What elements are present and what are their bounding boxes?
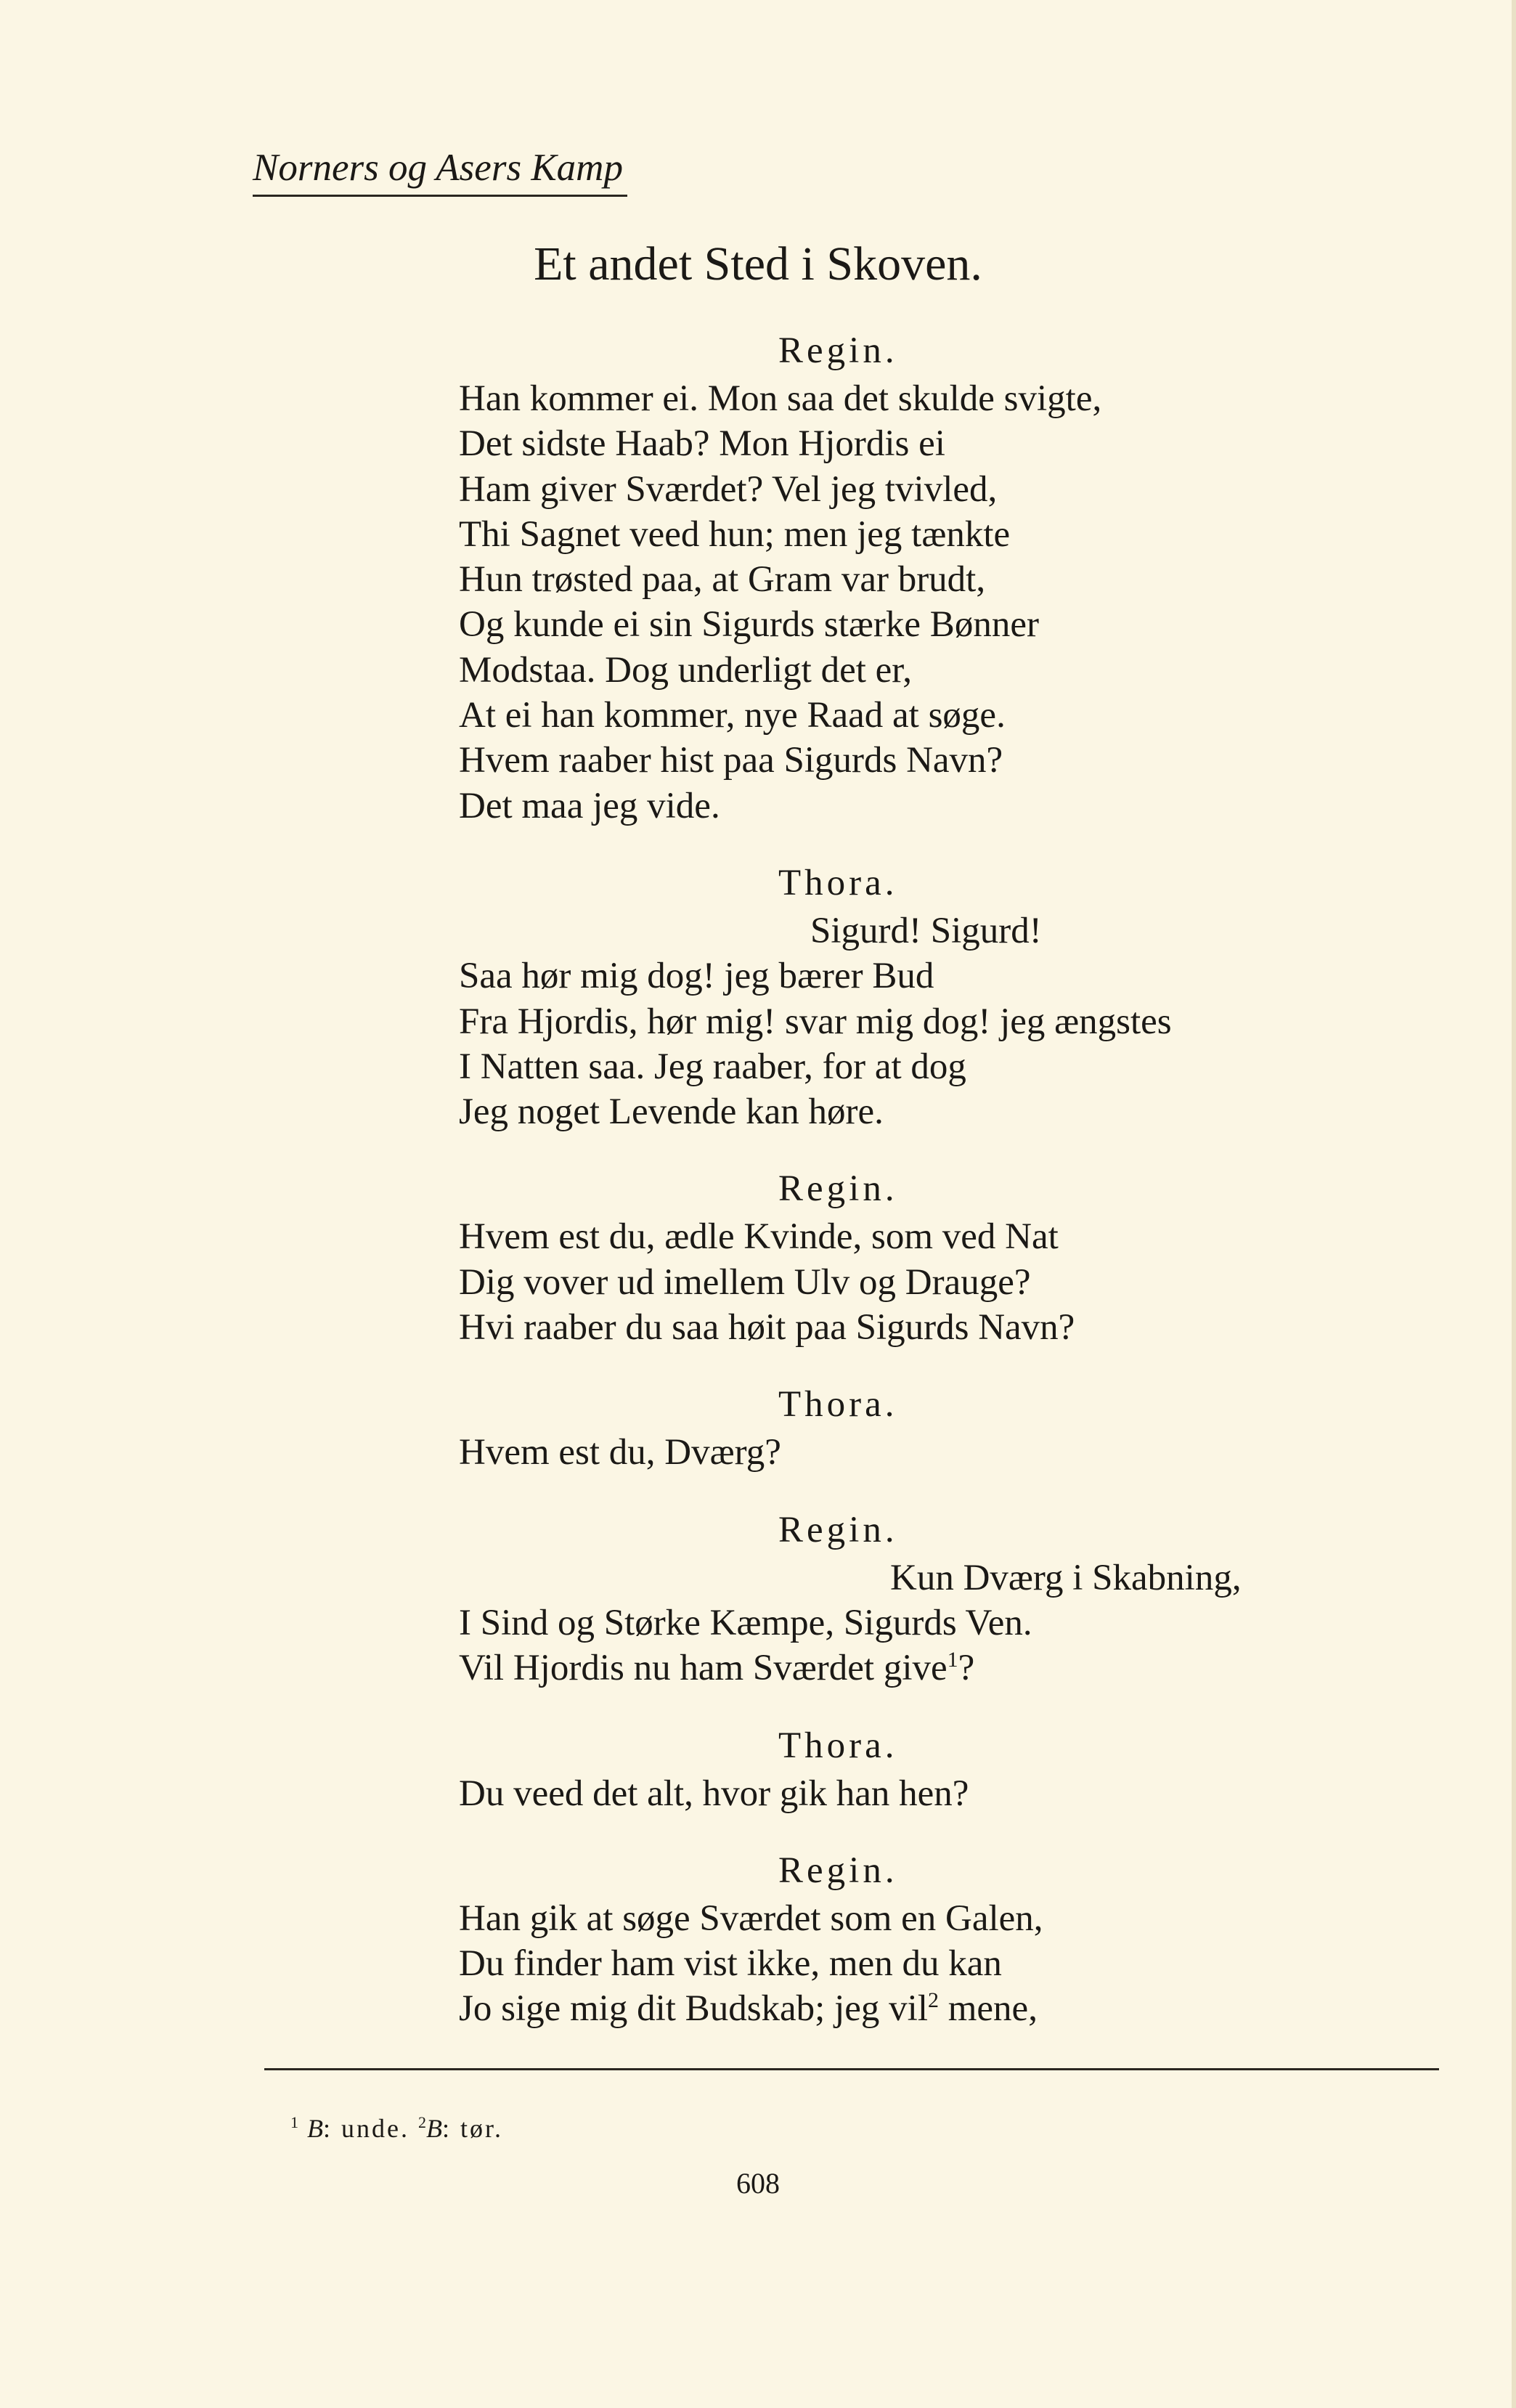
- page-number: 608: [736, 2167, 780, 2200]
- scene-title: Et andet Sted i Skoven.: [534, 237, 982, 290]
- footnote-number: 2: [417, 2113, 426, 2131]
- verse-line: Modstaa. Dog underligt det er,: [459, 649, 912, 691]
- verse-line: I Sind og Størke Kæmpe, Sigurds Ven.: [459, 1602, 1032, 1643]
- footnote-number: 1: [290, 2113, 298, 2131]
- footnote-marker: 1: [947, 1648, 958, 1672]
- footnote-source: B: [307, 2114, 323, 2143]
- verse-line: Det sidste Haab? Mon Hjordis ei: [459, 423, 945, 465]
- verse-line: At ei han kommer, nye Raad at søge.: [459, 695, 1006, 736]
- running-head: Norners og Asers Kamp: [253, 142, 627, 197]
- footnote-marker: 2: [928, 1988, 939, 2013]
- footnote-text: : tør.: [441, 2114, 503, 2143]
- verse-line: Ham giver Sværdet? Vel jeg tvivled,: [459, 468, 998, 510]
- speaker-name: Thora.: [778, 1384, 898, 1425]
- verse-line-continued: Kun Dværg i Skabning,: [890, 1557, 1242, 1598]
- verse-text: Vil Hjordis nu ham Sværdet give: [459, 1648, 948, 1689]
- verse-text: ?: [958, 1648, 975, 1689]
- verse-line-continued: Sigurd! Sigurd!: [810, 910, 1042, 951]
- verse-line: [459, 1986, 1403, 2031]
- verse-text: mene,: [939, 1988, 1038, 2030]
- page-edge: [1512, 0, 1516, 2408]
- verse-line: Han kommer ei. Mon saa det skulde svigte,: [459, 378, 1102, 419]
- footnote-source: B: [425, 2114, 442, 2143]
- dialogue-block: [459, 328, 1403, 2032]
- speaker-name: Regin.: [778, 1509, 898, 1550]
- verse-line: Dig vover ud imellem Ulv og Drauge?: [459, 1261, 1031, 1303]
- footnote-divider: [264, 2068, 1439, 2070]
- verse-line: Han gik at søge Sværdet som en Galen,: [459, 1897, 1043, 1939]
- speaker-name: Regin.: [778, 1168, 898, 1210]
- verse-line: Du finder ham vist ikke, men du kan: [459, 1943, 1002, 1985]
- verse-line: [459, 1646, 1403, 1691]
- verse-line: Du veed det alt, hvor gik han hen?: [459, 1773, 969, 1814]
- verse-text: Jo sige mig dit Budskab; jeg vil: [459, 1988, 928, 2030]
- verse-line: I Natten saa. Jeg raaber, for at dog: [459, 1046, 966, 1087]
- verse-line: Fra Hjordis, hør mig! svar mig dog! jeg ængstes: [459, 1001, 1172, 1042]
- verse-line: Hvi raaber du saa høit paa Sigurds Navn?: [459, 1307, 1075, 1349]
- speaker-name: Regin.: [778, 1850, 898, 1891]
- verse-line: Jeg noget Levende kan høre.: [459, 1091, 884, 1133]
- verse-line: Saa hør mig dog! jeg bærer Bud: [459, 956, 934, 997]
- verse-line: Hvem est du, ædle Kvinde, som ved Nat: [459, 1216, 1059, 1258]
- verse-line: Thi Sagnet veed hun; men jeg tænkte: [459, 513, 1011, 555]
- footnote-text: : unde.: [323, 2114, 409, 2143]
- verse-line: Og kunde ei sin Sigurds stærke Bønner: [459, 604, 1039, 646]
- speaker-name: Thora.: [778, 862, 898, 903]
- speaker-name: Regin.: [778, 330, 898, 371]
- verse-line: Hvem raaber hist paa Sigurds Navn?: [459, 740, 1003, 781]
- verse-line: Hun trøsted paa, at Gram var brudt,: [459, 559, 986, 601]
- verse-line: Hvem est du, Dværg?: [459, 1432, 781, 1473]
- verse-line: Det maa jeg vide.: [459, 785, 720, 826]
- speaker-name: Thora.: [778, 1725, 898, 1766]
- footnotes: [290, 2106, 503, 2145]
